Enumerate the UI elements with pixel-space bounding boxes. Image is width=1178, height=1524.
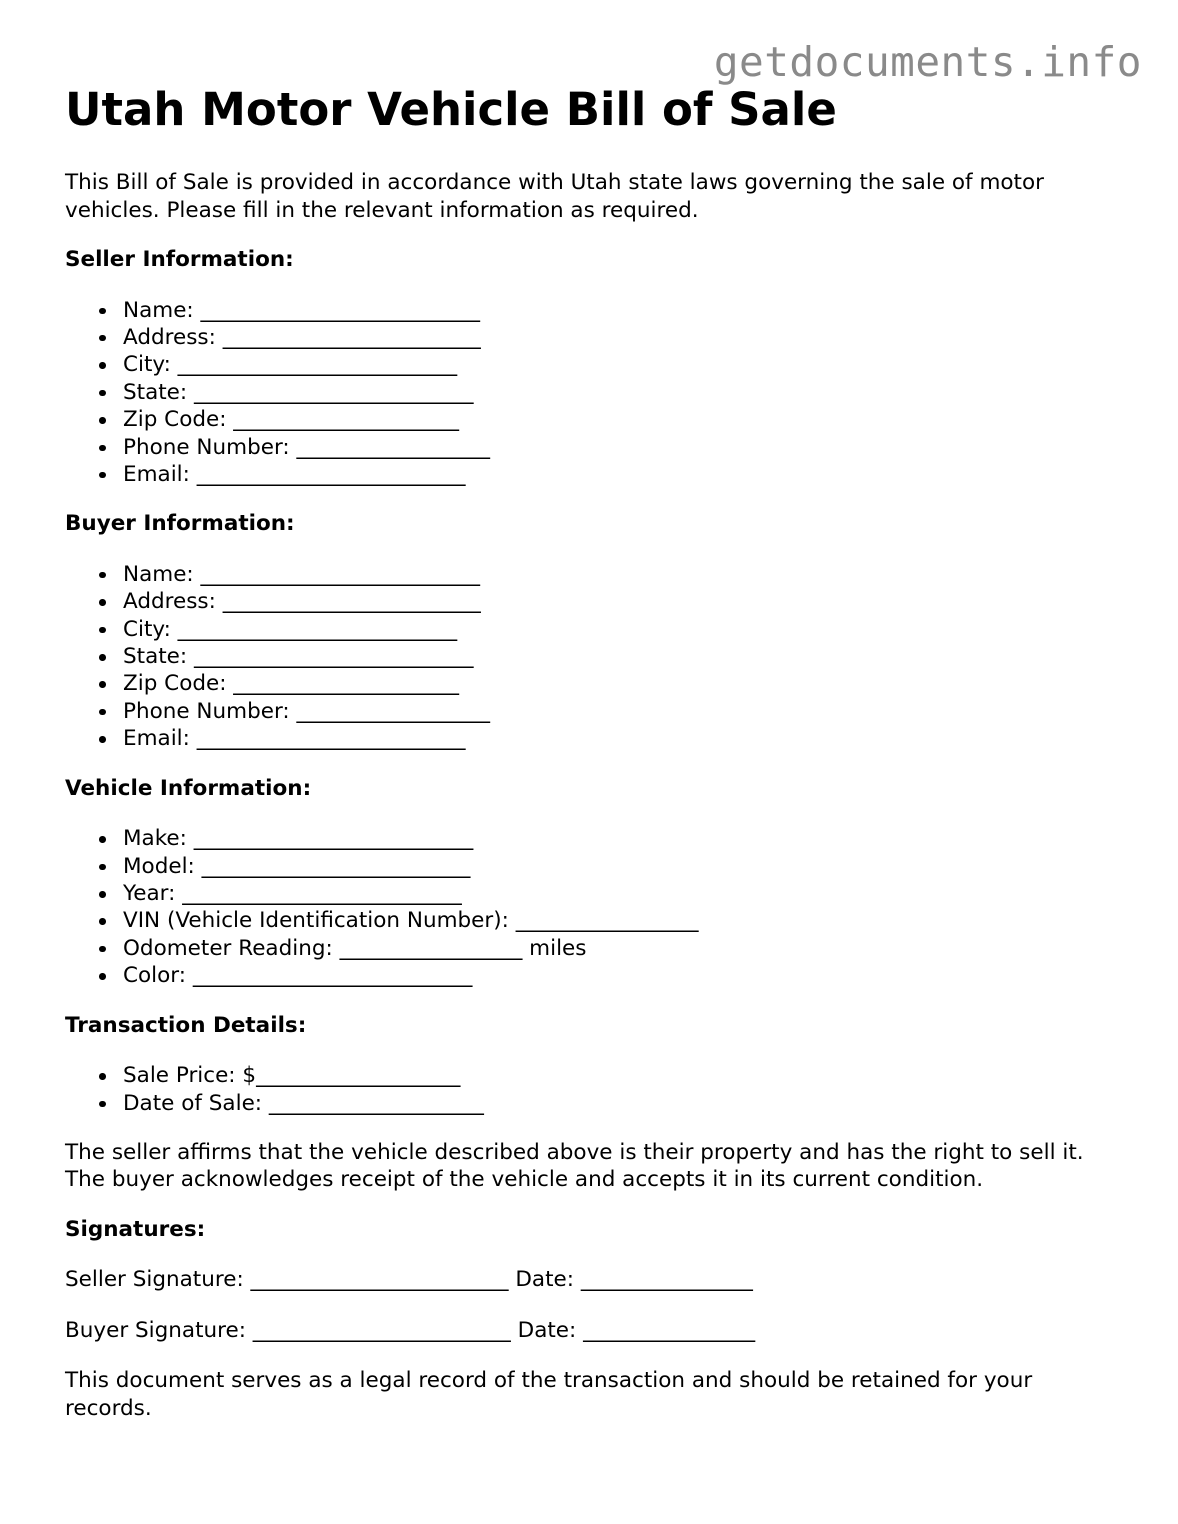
vehicle-odometer-field[interactable]: Odometer Reading: _________________ miles	[123, 935, 1125, 962]
buyer-name-field[interactable]: Name: __________________________	[123, 561, 1125, 588]
vehicle-vin-field[interactable]: VIN (Vehicle Identification Number): _________________	[123, 907, 1125, 934]
seller-heading: Seller Information:	[65, 247, 294, 272]
document-page	[65, 82, 1125, 1422]
buyer-email-field[interactable]: Email: _________________________	[123, 725, 1125, 752]
seller-phone-field[interactable]: Phone Number: __________________	[123, 434, 1125, 461]
seller-name-field[interactable]: Name: __________________________	[123, 297, 1125, 324]
buyer-phone-field[interactable]: Phone Number: __________________	[123, 698, 1125, 725]
vehicle-fields	[65, 825, 1125, 989]
seller-address-field[interactable]: Address: ________________________	[123, 324, 1125, 351]
buyer-fields	[65, 561, 1125, 753]
vehicle-heading: Vehicle Information:	[65, 775, 312, 801]
buyer-address-field[interactable]: Address: ________________________	[123, 588, 1125, 615]
buyer-city-field[interactable]: City: __________________________	[123, 616, 1125, 643]
affirmation-paragraph: The seller affirms that the vehicle described above is their property and has the right to sell it. The buyer acknowledges receipt of the vehicle and accepts it in its current condition.	[65, 1139, 1084, 1193]
vehicle-year-field[interactable]: Year: __________________________	[123, 880, 1125, 907]
buyer-signature-line[interactable]: Buyer Signature: ________________________ Date: ________________	[65, 1317, 756, 1343]
vehicle-make-field[interactable]: Make: __________________________	[123, 825, 1125, 852]
seller-fields	[65, 297, 1125, 489]
vehicle-model-field[interactable]: Model: _________________________	[123, 853, 1125, 880]
vehicle-color-field[interactable]: Color: __________________________	[123, 962, 1125, 989]
seller-zip-field[interactable]: Zip Code: _____________________	[123, 406, 1125, 433]
watermark: getdocuments.info	[713, 38, 1142, 86]
sale-date-field[interactable]: Date of Sale: ____________________	[123, 1090, 1125, 1117]
closing-paragraph: This document serves as a legal record of the transaction and should be retained for your records.	[65, 1368, 1033, 1421]
buyer-zip-field[interactable]: Zip Code: _____________________	[123, 670, 1125, 697]
seller-email-field[interactable]: Email: _________________________	[123, 461, 1125, 488]
buyer-state-field[interactable]: State: __________________________	[123, 643, 1125, 670]
intro-paragraph: This Bill of Sale is provided in accordance with Utah state laws governing the sale of motor vehicles. Please fill in the relevant information as required.	[65, 170, 1044, 223]
document-title: Utah Motor Vehicle Bill of Sale	[65, 83, 837, 136]
buyer-heading: Buyer Information:	[65, 511, 295, 537]
signatures-heading: Signatures:	[65, 1216, 206, 1242]
sale-price-field[interactable]: Sale Price: $___________________	[123, 1062, 1125, 1089]
seller-city-field[interactable]: City: __________________________	[123, 351, 1125, 378]
transaction-heading: Transaction Details:	[65, 1012, 307, 1038]
seller-signature-line[interactable]: Seller Signature: ________________________ Date: ________________	[65, 1267, 753, 1293]
seller-state-field[interactable]: State: __________________________	[123, 379, 1125, 406]
transaction-fields	[65, 1062, 1125, 1117]
